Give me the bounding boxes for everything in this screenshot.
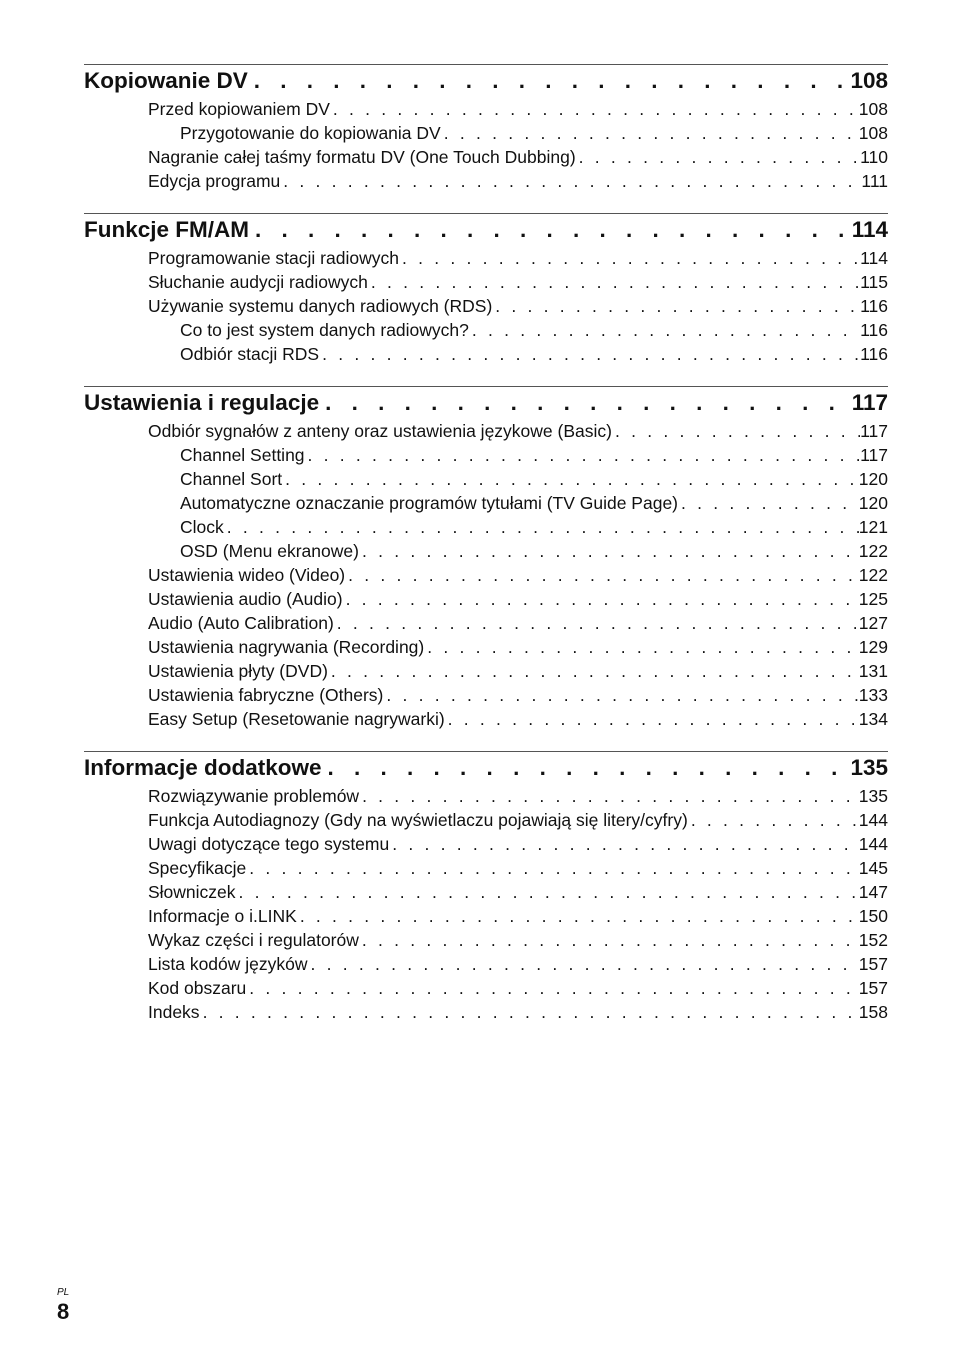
dot-leader	[399, 246, 860, 270]
entry-page-number: 125	[858, 589, 888, 609]
dot-leader	[359, 539, 859, 563]
toc-entry[interactable]	[84, 145, 888, 169]
dot-leader	[297, 904, 859, 928]
toc-entry[interactable]	[84, 419, 888, 443]
entry-title: Odbiór sygnałów z anteny oraz ustawienia językowe (Basic)	[148, 421, 612, 441]
toc-section	[84, 386, 888, 731]
toc-entry[interactable]	[84, 294, 888, 318]
entry-page-number: 134	[858, 709, 888, 729]
entry-page-number: 131	[858, 661, 888, 681]
table-of-contents	[84, 64, 888, 1044]
section-heading[interactable]	[84, 752, 888, 784]
entry-title: Przygotowanie do kopiowania DV	[180, 123, 441, 143]
dot-leader	[389, 832, 859, 856]
entry-page-number: 135	[858, 786, 888, 806]
section-title: Funkcje FM/AM	[84, 217, 250, 242]
language-code: PL	[57, 1287, 70, 1298]
entry-page-number: 117	[860, 445, 888, 465]
entry-title: Ustawienia wideo (Video)	[148, 565, 346, 585]
dot-leader	[334, 611, 859, 635]
entry-page-number: 110	[860, 147, 888, 167]
dot-leader	[236, 880, 859, 904]
page-footer	[57, 1287, 69, 1325]
toc-entry[interactable]	[84, 169, 888, 193]
entry-title: Automatyczne oznaczanie programów tytułami (TV Guide Page)	[180, 493, 679, 513]
dot-leader	[612, 419, 860, 443]
entry-page-number: 108	[858, 123, 888, 143]
toc-section	[84, 751, 888, 1024]
entry-title: Słuchanie audycji radiowych	[148, 272, 368, 292]
entry-page-number: 121	[858, 517, 888, 537]
dot-leader	[282, 467, 859, 491]
entry-page-number: 115	[860, 272, 888, 292]
dot-leader	[688, 808, 859, 832]
toc-entry[interactable]	[84, 97, 888, 121]
section-page-number: 114	[851, 217, 888, 242]
toc-subentry[interactable]	[84, 467, 888, 491]
entry-page-number: 116	[860, 344, 888, 364]
entry-page-number: 150	[858, 906, 888, 926]
dot-leader	[492, 294, 860, 318]
toc-subentry[interactable]	[84, 515, 888, 539]
dot-leader	[322, 752, 851, 784]
entry-page-number: 122	[858, 541, 888, 561]
toc-entry[interactable]	[84, 563, 888, 587]
entry-title: Indeks	[148, 1002, 200, 1022]
entry-title: Clock	[180, 517, 224, 537]
entry-page-number: 108	[858, 99, 888, 119]
entry-title: OSD (Menu ekranowe)	[180, 541, 359, 561]
toc-entry[interactable]	[84, 832, 888, 856]
dot-leader	[249, 214, 852, 246]
section-heading[interactable]	[84, 214, 888, 246]
toc-entry[interactable]	[84, 270, 888, 294]
toc-entry[interactable]	[84, 683, 888, 707]
toc-entry[interactable]	[84, 808, 888, 832]
entry-page-number: 133	[858, 685, 888, 705]
dot-leader	[469, 318, 860, 342]
dot-leader	[246, 976, 859, 1000]
dot-leader	[343, 587, 859, 611]
toc-subentry[interactable]	[84, 318, 888, 342]
dot-leader	[224, 515, 859, 539]
dot-leader	[280, 169, 861, 193]
entry-page-number: 127	[858, 613, 888, 633]
entry-title: Odbiór stacji RDS	[180, 344, 320, 364]
entry-page-number: 157	[858, 954, 888, 974]
entry-title: Ustawienia fabryczne (Others)	[148, 685, 384, 705]
dot-leader	[248, 65, 851, 97]
dot-leader	[576, 145, 860, 169]
toc-entry[interactable]	[84, 659, 888, 683]
toc-entry[interactable]	[84, 611, 888, 635]
section-page-number: 117	[851, 390, 888, 415]
entry-title: Funkcja Autodiagnozy (Gdy na wyświetlaczu pojawiają się litery/cyfry)	[148, 810, 688, 830]
entry-title: Wykaz części i regulatorów	[148, 930, 359, 950]
entry-title: Co to jest system danych radiowych?	[180, 320, 469, 340]
entry-title: Nagranie całej taśmy formatu DV (One Touch Dubbing)	[148, 147, 576, 167]
section-heading[interactable]	[84, 65, 888, 97]
entry-page-number: 144	[858, 834, 888, 854]
section-title: Kopiowanie DV	[84, 68, 248, 93]
dot-leader	[319, 387, 852, 419]
entry-page-number: 129	[858, 637, 888, 657]
entry-page-number: 116	[860, 320, 888, 340]
entry-title: Informacje o i.LINK	[148, 906, 297, 926]
toc-entry[interactable]	[84, 784, 888, 808]
entry-page-number: 117	[860, 421, 888, 441]
toc-entry[interactable]	[84, 928, 888, 952]
entry-title: Edycja programu	[148, 171, 281, 191]
dot-leader	[345, 563, 859, 587]
toc-subentry[interactable]	[84, 121, 888, 145]
entry-page-number: 114	[860, 248, 888, 268]
entry-page-number: 158	[858, 1002, 888, 1022]
entry-page-number: 152	[858, 930, 888, 950]
toc-entry[interactable]	[84, 880, 888, 904]
entry-title: Ustawienia płyty (DVD)	[148, 661, 328, 681]
dot-leader	[328, 659, 859, 683]
toc-section	[84, 64, 888, 193]
entry-title: Lista kodów języków	[148, 954, 308, 974]
dot-leader	[319, 342, 860, 366]
dot-leader	[308, 952, 859, 976]
toc-subentry[interactable]	[84, 539, 888, 563]
toc-entry[interactable]	[84, 1000, 888, 1024]
entry-title: Easy Setup (Resetowanie nagrywarki)	[148, 709, 445, 729]
section-page-number: 135	[850, 755, 888, 780]
dot-leader	[383, 683, 858, 707]
dot-leader	[445, 707, 859, 731]
section-page-number: 108	[850, 68, 888, 93]
entry-page-number: 144	[858, 810, 888, 830]
entry-title: Ustawienia nagrywania (Recording)	[148, 637, 425, 657]
dot-leader	[246, 856, 859, 880]
dot-leader	[330, 97, 859, 121]
toc-entry[interactable]	[84, 856, 888, 880]
section-title: Ustawienia i regulacje	[84, 390, 320, 415]
dot-leader	[368, 270, 860, 294]
entry-page-number: 120	[858, 469, 888, 489]
entry-title: Channel Sort	[180, 469, 283, 489]
dot-leader	[678, 491, 859, 515]
toc-entry[interactable]	[84, 952, 888, 976]
entry-title: Kod obszaru	[148, 978, 247, 998]
entry-page-number: 147	[858, 882, 888, 902]
section-heading[interactable]	[84, 387, 888, 419]
entry-page-number: 122	[858, 565, 888, 585]
toc-subentry[interactable]	[84, 491, 888, 515]
entry-page-number: 145	[858, 858, 888, 878]
dot-leader	[441, 121, 859, 145]
section-title: Informacje dodatkowe	[84, 755, 322, 780]
entry-title: Używanie systemu danych radiowych (RDS)	[148, 296, 493, 316]
entry-title: Channel Setting	[180, 445, 305, 465]
entry-title: Uwagi dotyczące tego systemu	[148, 834, 390, 854]
toc-entry[interactable]	[84, 904, 888, 928]
toc-subentry[interactable]	[84, 342, 888, 366]
entry-page-number: 157	[858, 978, 888, 998]
entry-title: Rozwiązywanie problemów	[148, 786, 360, 806]
entry-title: Specyfikacje	[148, 858, 247, 878]
toc-section	[84, 213, 888, 366]
dot-leader	[305, 443, 861, 467]
toc-entry[interactable]	[84, 587, 888, 611]
toc-entry[interactable]	[84, 246, 888, 270]
toc-entry[interactable]	[84, 635, 888, 659]
toc-entry[interactable]	[84, 976, 888, 1000]
dot-leader	[200, 1000, 859, 1024]
dot-leader	[359, 784, 859, 808]
entry-title: Ustawienia audio (Audio)	[148, 589, 343, 609]
entry-page-number: 120	[858, 493, 888, 513]
page-number: 8	[57, 1299, 70, 1324]
toc-subentry[interactable]	[84, 443, 888, 467]
entry-title: Programowanie stacji radiowych	[148, 248, 399, 268]
entry-title: Audio (Auto Calibration)	[148, 613, 334, 633]
entry-page-number: 116	[860, 296, 888, 316]
dot-leader	[359, 928, 859, 952]
entry-page-number: 111	[861, 171, 888, 191]
dot-leader	[424, 635, 859, 659]
entry-title: Przed kopiowaniem DV	[148, 99, 330, 119]
toc-entry[interactable]	[84, 707, 888, 731]
entry-title: Słowniczek	[148, 882, 236, 902]
